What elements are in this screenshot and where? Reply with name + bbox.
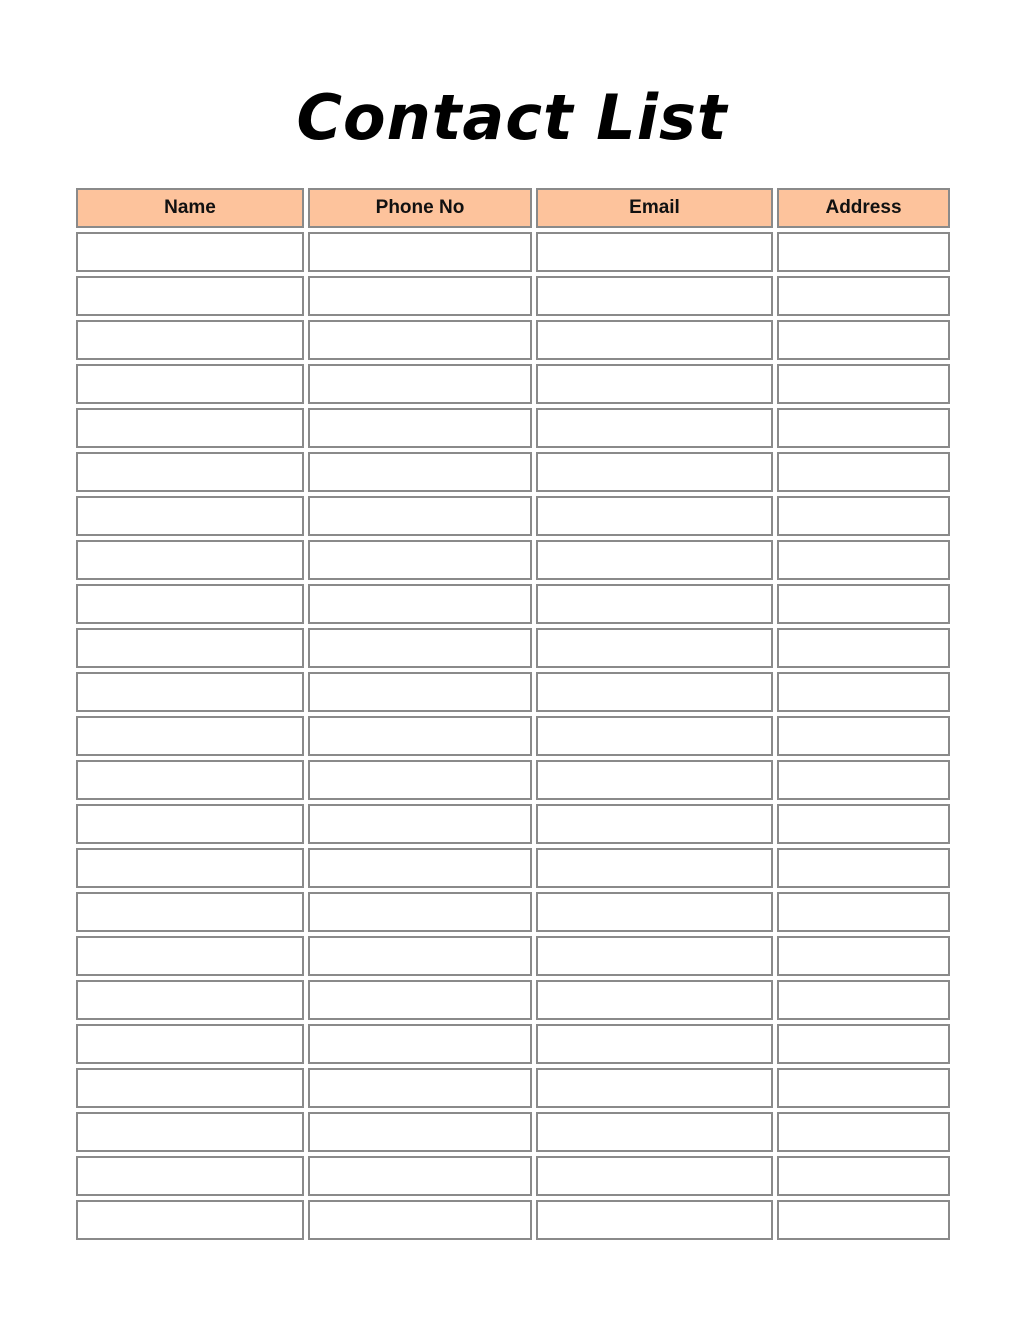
name-cell[interactable] (76, 980, 304, 1020)
phone-cell[interactable] (308, 628, 532, 668)
column-header-name: Name (76, 188, 304, 228)
phone-cell[interactable] (308, 1200, 532, 1240)
column-header-email: Email (536, 188, 773, 228)
email-cell[interactable] (536, 452, 773, 492)
email-cell[interactable] (536, 1068, 773, 1108)
address-cell[interactable] (777, 452, 950, 492)
address-cell[interactable] (777, 848, 950, 888)
name-cell[interactable] (76, 1068, 304, 1108)
name-cell[interactable] (76, 804, 304, 844)
address-cell[interactable] (777, 1112, 950, 1152)
name-cell[interactable] (76, 1112, 304, 1152)
address-cell[interactable] (777, 804, 950, 844)
name-cell[interactable] (76, 1024, 304, 1064)
address-cell[interactable] (777, 1200, 950, 1240)
address-cell[interactable] (777, 1068, 950, 1108)
phone-cell[interactable] (308, 1024, 532, 1064)
phone-cell[interactable] (308, 364, 532, 404)
address-cell[interactable] (777, 936, 950, 976)
address-cell[interactable] (777, 364, 950, 404)
phone-cell[interactable] (308, 540, 532, 580)
address-cell[interactable] (777, 892, 950, 932)
email-cell[interactable] (536, 496, 773, 536)
email-cell[interactable] (536, 628, 773, 668)
address-cell[interactable] (777, 276, 950, 316)
email-cell[interactable] (536, 584, 773, 624)
phone-cell[interactable] (308, 1156, 532, 1196)
address-cell[interactable] (777, 760, 950, 800)
name-cell[interactable] (76, 628, 304, 668)
name-cell[interactable] (76, 716, 304, 756)
address-cell[interactable] (777, 496, 950, 536)
phone-cell[interactable] (308, 716, 532, 756)
phone-cell[interactable] (308, 320, 532, 360)
name-cell[interactable] (76, 320, 304, 360)
email-cell[interactable] (536, 936, 773, 976)
phone-cell[interactable] (308, 892, 532, 932)
email-cell[interactable] (536, 364, 773, 404)
email-cell[interactable] (536, 1024, 773, 1064)
column-header-address: Address (777, 188, 950, 228)
email-cell[interactable] (536, 540, 773, 580)
phone-cell[interactable] (308, 848, 532, 888)
name-cell[interactable] (76, 232, 304, 272)
phone-cell[interactable] (308, 980, 532, 1020)
name-cell[interactable] (76, 1156, 304, 1196)
address-cell[interactable] (777, 320, 950, 360)
name-cell[interactable] (76, 936, 304, 976)
name-cell[interactable] (76, 276, 304, 316)
name-cell[interactable] (76, 892, 304, 932)
phone-cell[interactable] (308, 452, 532, 492)
phone-cell[interactable] (308, 408, 532, 448)
phone-cell[interactable] (308, 1112, 532, 1152)
name-cell[interactable] (76, 496, 304, 536)
phone-cell[interactable] (308, 232, 532, 272)
email-cell[interactable] (536, 848, 773, 888)
email-cell[interactable] (536, 716, 773, 756)
address-cell[interactable] (777, 1156, 950, 1196)
name-cell[interactable] (76, 452, 304, 492)
name-cell[interactable] (76, 584, 304, 624)
address-cell[interactable] (777, 408, 950, 448)
email-cell[interactable] (536, 1112, 773, 1152)
email-cell[interactable] (536, 1200, 773, 1240)
phone-cell[interactable] (308, 936, 532, 976)
phone-cell[interactable] (308, 804, 532, 844)
address-cell[interactable] (777, 716, 950, 756)
phone-cell[interactable] (308, 672, 532, 712)
email-cell[interactable] (536, 760, 773, 800)
column-header-phone: Phone No (308, 188, 532, 228)
name-cell[interactable] (76, 760, 304, 800)
email-cell[interactable] (536, 804, 773, 844)
address-cell[interactable] (777, 1024, 950, 1064)
name-cell[interactable] (76, 540, 304, 580)
email-cell[interactable] (536, 980, 773, 1020)
email-cell[interactable] (536, 320, 773, 360)
address-cell[interactable] (777, 980, 950, 1020)
email-cell[interactable] (536, 232, 773, 272)
name-cell[interactable] (76, 408, 304, 448)
address-cell[interactable] (777, 584, 950, 624)
address-cell[interactable] (777, 672, 950, 712)
email-cell[interactable] (536, 408, 773, 448)
phone-cell[interactable] (308, 760, 532, 800)
address-cell[interactable] (777, 628, 950, 668)
page-title: Contact List (296, 81, 728, 154)
name-cell[interactable] (76, 672, 304, 712)
email-cell[interactable] (536, 672, 773, 712)
address-cell[interactable] (777, 540, 950, 580)
address-cell[interactable] (777, 232, 950, 272)
phone-cell[interactable] (308, 1068, 532, 1108)
name-cell[interactable] (76, 1200, 304, 1240)
phone-cell[interactable] (308, 496, 532, 536)
email-cell[interactable] (536, 892, 773, 932)
phone-cell[interactable] (308, 276, 532, 316)
name-cell[interactable] (76, 364, 304, 404)
email-cell[interactable] (536, 276, 773, 316)
email-cell[interactable] (536, 1156, 773, 1196)
name-cell[interactable] (76, 848, 304, 888)
phone-cell[interactable] (308, 584, 532, 624)
